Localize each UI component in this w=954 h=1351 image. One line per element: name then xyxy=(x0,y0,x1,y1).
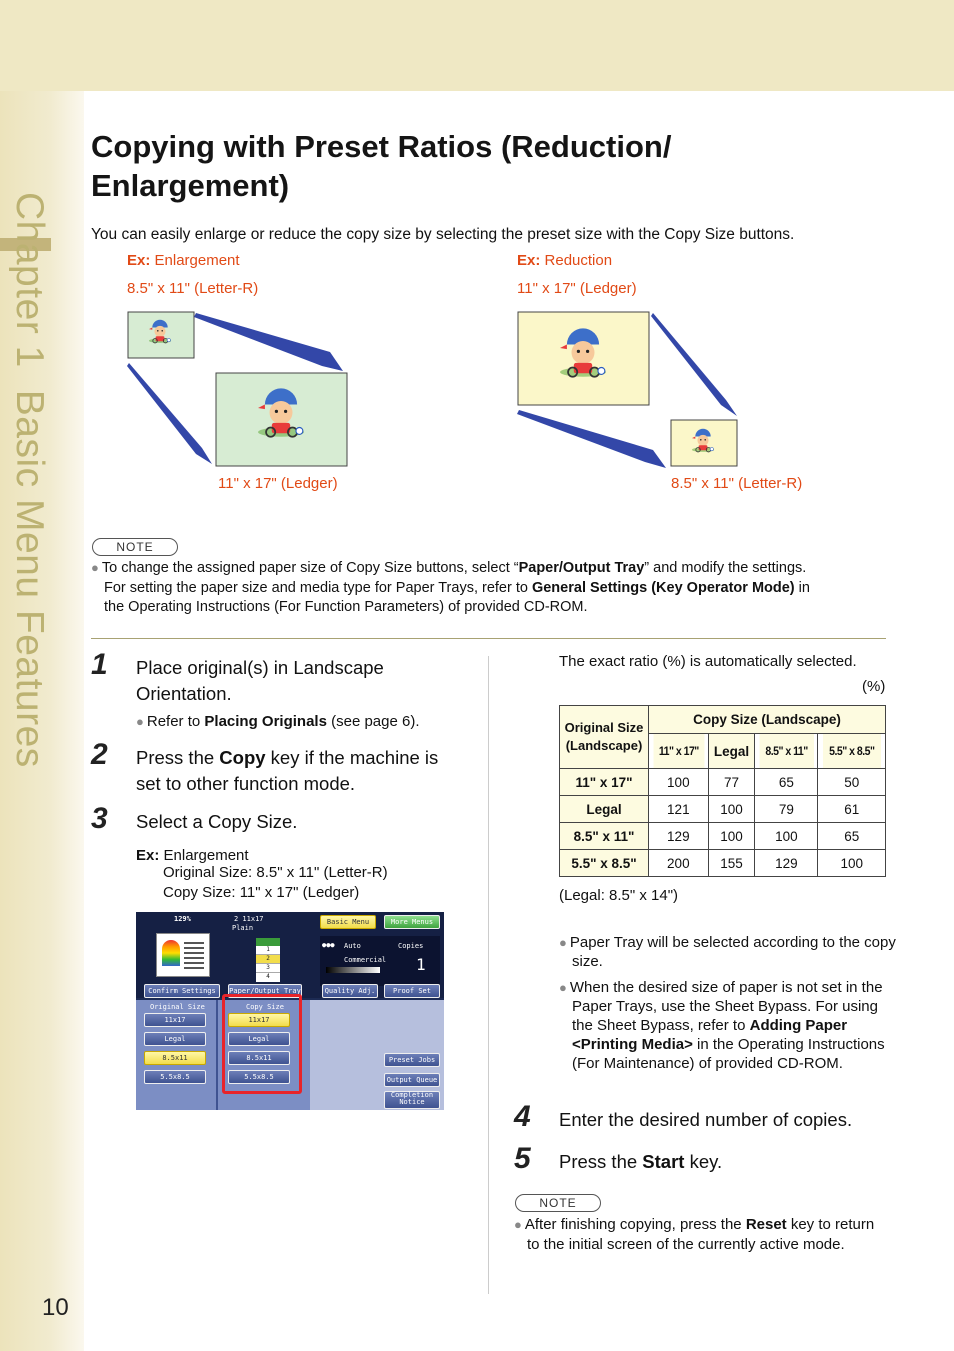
original-size-11x17[interactable]: 11x17 xyxy=(144,1013,206,1027)
bullet-icon: ● xyxy=(136,714,144,729)
panel-copy-size-label: Copy Size xyxy=(246,1003,284,1011)
step-1-number: 1 xyxy=(91,648,108,681)
example-reduction-heading: Ex: Reduction xyxy=(517,252,613,269)
paper-output-tray-button[interactable]: Paper/Output Tray xyxy=(228,984,302,998)
table-intro: The exact ratio (%) is automatically selected. xyxy=(559,653,857,670)
color-dots-icon: ●●● xyxy=(322,941,335,949)
step-3-original-size: Original Size: 8.5" x 11" (Letter-R) xyxy=(163,864,388,881)
table-row: Legal 121 100 79 61 xyxy=(560,796,886,823)
panel-tray-stack: 1 2 3 4 xyxy=(256,946,280,982)
bullet-icon: ● xyxy=(559,980,567,995)
step-4-number: 4 xyxy=(514,1100,531,1133)
basic-menu-button[interactable]: Basic Menu xyxy=(320,915,376,929)
table-footnote: (Legal: 8.5" x 14") xyxy=(559,887,679,904)
table-unit: (%) xyxy=(862,678,886,695)
table-row: 8.5" x 11" 129 100 100 65 xyxy=(560,823,886,850)
column-divider xyxy=(488,656,489,1294)
copy-size-5-5x8-5[interactable]: 5.5x8.5 xyxy=(228,1070,290,1084)
panel-tray-media: Plain xyxy=(232,924,254,932)
note-pill-1: NOTE xyxy=(92,538,178,556)
table-corner-header: Original Size (Landscape) xyxy=(560,706,649,769)
panel-ratio: 129% xyxy=(174,915,191,923)
original-size-5-5x8-5[interactable]: 5.5x8.5 xyxy=(144,1070,206,1084)
panel-original-size-label: Original Size xyxy=(150,1003,205,1011)
intro-text: You can easily enlarge or reduce the copy size by selecting the preset size with the Copy Size buttons. xyxy=(91,226,795,243)
step-1-sub: ● Refer to Placing Originals (see page 6). xyxy=(136,713,420,730)
page-number: 10 xyxy=(42,1294,69,1321)
enlargement-small-sheet xyxy=(128,312,194,358)
original-size-8-5x11[interactable]: 8.5x11 xyxy=(144,1051,206,1065)
more-menus-button[interactable]: More Menus xyxy=(384,915,440,929)
example-enlargement-heading: Ex: Enlargement xyxy=(127,252,240,269)
enlargement-reduction-illustration xyxy=(0,0,954,520)
example-reduction-from: 11" x 17" (Ledger) xyxy=(517,280,637,297)
panel-tray-arrow-icon xyxy=(256,938,280,946)
page-title: Copying with Preset Ratios (Reduction/ Enlargement) xyxy=(91,129,672,203)
chapter-label: Chapter 1 xyxy=(8,192,51,368)
note-2-text: ● After finishing copying, press the Reset key to return to the initial screen of the currently active mode. xyxy=(514,1216,875,1253)
enlargement-large-sheet xyxy=(216,373,347,466)
panel-copies-count: 1 xyxy=(416,955,426,974)
step-3-text: Select a Copy Size. xyxy=(136,811,298,832)
copy-size-11x17[interactable]: 11x17 xyxy=(228,1013,290,1027)
table-col-5-5x8-5: 5.5" x 8.5" xyxy=(822,734,881,769)
control-panel-screenshot xyxy=(136,912,444,1110)
section-divider xyxy=(91,638,886,639)
step-1-text: Place original(s) in Landscape Orientation. xyxy=(136,657,384,704)
step-5-text: Press the Start key. xyxy=(559,1151,723,1172)
bullet-paper-tray: ● Paper Tray will be selected according to the copy size. xyxy=(559,934,896,970)
bullet-sheet-bypass: ● When the desired size of paper is not set in the Paper Trays, use the Sheet Bypass. For using the Sheet Bypass, refer to Adding Paper <Printing Media> in the Operating Instructions (For Maintenance) of provided CD-ROM. xyxy=(559,979,885,1072)
note-pill-2: NOTE xyxy=(515,1194,601,1212)
table-col-8-5x11: 8.5" x 11" xyxy=(759,734,815,769)
bullet-icon: ● xyxy=(559,935,567,950)
output-queue-button[interactable]: Output Queue xyxy=(384,1073,440,1087)
reduction-large-sheet xyxy=(518,312,649,405)
panel-auto-label: Auto xyxy=(344,942,361,950)
copy-size-highlight xyxy=(222,994,302,1094)
table-row: 5.5" x 8.5" 200 155 129 100 xyxy=(560,850,886,877)
ratio-table xyxy=(559,705,886,877)
preset-jobs-button[interactable]: Preset Jobs xyxy=(384,1053,440,1067)
step-4-text: Enter the desired number of copies. xyxy=(559,1109,853,1130)
step-3-example: Ex: Enlargement xyxy=(136,847,249,864)
bullet-icon: ● xyxy=(91,560,99,575)
copy-size-8-5x11[interactable]: 8.5x11 xyxy=(228,1051,290,1065)
panel-preview-icon xyxy=(156,933,210,977)
confirm-settings-button[interactable]: Confirm Settings xyxy=(144,984,220,998)
proof-set-button[interactable]: Proof Set xyxy=(384,984,440,998)
step-3-copy-size: Copy Size: 11" x 17" (Ledger) xyxy=(163,884,360,901)
reduction-small-sheet xyxy=(671,420,737,466)
table-col-legal: Legal xyxy=(708,734,755,769)
table-col-11x17: 11" x 17" xyxy=(652,734,704,769)
density-bar xyxy=(326,967,380,973)
step-5-number: 5 xyxy=(514,1142,531,1175)
panel-copies-label: Copies xyxy=(398,942,424,950)
step-2-text: Press the Copy key if the machine is set to other function mode. xyxy=(136,747,439,794)
example-enlargement-from: 8.5" x 11" (Letter-R) xyxy=(127,280,259,297)
original-size-legal[interactable]: Legal xyxy=(144,1032,206,1046)
example-enlargement-to: 11" x 17" (Ledger) xyxy=(218,475,338,492)
step-3-number: 3 xyxy=(91,802,108,835)
table-group-header: Copy Size (Landscape) xyxy=(649,706,886,734)
panel-commercial-label: Commercial xyxy=(344,956,387,964)
bullet-icon: ● xyxy=(514,1217,522,1232)
quality-adj-button[interactable]: Quality Adj. xyxy=(322,984,378,998)
note-1-text: ● To change the assigned paper size of Copy Size buttons, select “Paper/Output Tray” and modify the settings. For setting the paper size and media type for Paper Trays, refer to General Settings (Key Operator Mode) in the Operating Instructions (For Function Parameters) of provided CD-ROM. xyxy=(91,560,810,615)
step-2-number: 2 xyxy=(91,738,108,771)
table-row: 11" x 17" 100 77 65 50 xyxy=(560,769,886,796)
example-reduction-to: 8.5" x 11" (Letter-R) xyxy=(671,475,803,492)
panel-tray-size: 2 11x17 xyxy=(234,915,264,923)
completion-notice-button[interactable]: Completion Notice xyxy=(384,1091,440,1109)
chapter-section: Basic Menu Features xyxy=(8,389,51,768)
copy-size-legal[interactable]: Legal xyxy=(228,1032,290,1046)
